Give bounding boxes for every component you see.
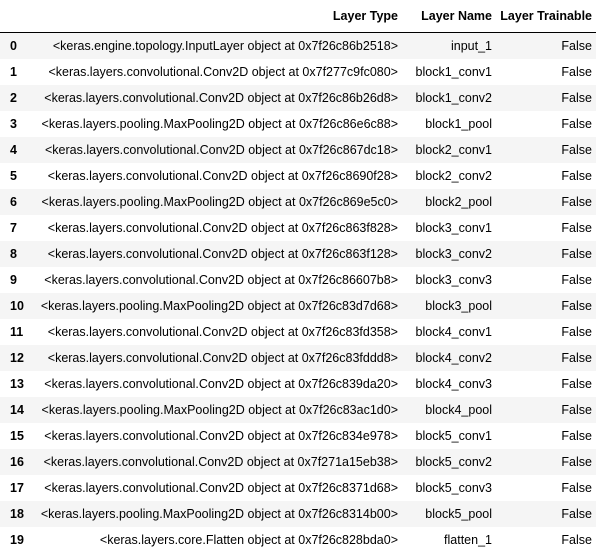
cell-layer-type: <keras.layers.core.Flatten object at 0x7f26c828bda0> bbox=[99, 532, 398, 547]
cell-layer-type: <keras.layers.pooling.MaxPooling2D object at 0x7f26c8314b00> bbox=[40, 506, 398, 521]
cell-layer-name: block4_conv1 bbox=[415, 324, 492, 339]
row-index: 1 bbox=[10, 64, 17, 79]
cell-layer-trainable: False bbox=[561, 38, 592, 53]
cell-layer-type: <keras.layers.convolutional.Conv2D object at 0x7f26c8690f28> bbox=[47, 168, 398, 183]
cell-layer-trainable: False bbox=[561, 246, 592, 261]
table-row bbox=[0, 371, 596, 397]
table-row bbox=[0, 449, 596, 475]
cell-layer-type: <keras.layers.convolutional.Conv2D object at 0x7f26c834e978> bbox=[44, 428, 398, 443]
cell-layer-trainable: False bbox=[561, 194, 592, 209]
cell-layer-trainable: False bbox=[561, 272, 592, 287]
cell-layer-type: <keras.layers.convolutional.Conv2D object at 0x7f26c839da20> bbox=[44, 376, 398, 391]
cell-layer-name: block2_conv1 bbox=[415, 142, 492, 157]
cell-layer-name: block4_conv2 bbox=[415, 350, 492, 365]
cell-layer-trainable: False bbox=[561, 298, 592, 313]
cell-layer-trainable: False bbox=[561, 402, 592, 417]
cell-layer-name: block5_conv1 bbox=[415, 428, 492, 443]
cell-layer-trainable: False bbox=[561, 168, 592, 183]
header-layer-name: Layer Name bbox=[402, 0, 496, 33]
row-index: 13 bbox=[10, 376, 24, 391]
cell-layer-trainable: False bbox=[561, 350, 592, 365]
table-row bbox=[0, 85, 596, 111]
table-body bbox=[0, 33, 596, 547]
cell-layer-trainable: False bbox=[561, 220, 592, 235]
row-index: 5 bbox=[10, 168, 17, 183]
row-index: 7 bbox=[10, 220, 17, 235]
cell-layer-trainable: False bbox=[561, 324, 592, 339]
cell-layer-name: block5_conv2 bbox=[415, 454, 492, 469]
cell-layer-name: block4_pool bbox=[425, 402, 492, 417]
cell-layer-name: block3_pool bbox=[425, 298, 492, 313]
cell-layer-trainable: False bbox=[561, 116, 592, 131]
cell-layer-type: <keras.layers.convolutional.Conv2D object at 0x7f277c9fc080> bbox=[48, 64, 398, 79]
cell-layer-type: <keras.layers.convolutional.Conv2D object at 0x7f26c863f828> bbox=[47, 220, 398, 235]
cell-layer-trainable: False bbox=[561, 428, 592, 443]
cell-layer-name: flatten_1 bbox=[444, 532, 492, 547]
row-index: 4 bbox=[10, 142, 17, 157]
table-row bbox=[0, 501, 596, 527]
table-row bbox=[0, 319, 596, 345]
cell-layer-name: input_1 bbox=[450, 38, 492, 53]
cell-layer-name: block1_pool bbox=[425, 116, 492, 131]
header-layer-type: Layer Type bbox=[34, 0, 402, 33]
row-index: 6 bbox=[10, 194, 17, 209]
cell-layer-name: block3_conv1 bbox=[415, 220, 492, 235]
cell-layer-type: <keras.layers.convolutional.Conv2D object at 0x7f26c863f128> bbox=[47, 246, 398, 261]
cell-layer-name: block3_conv2 bbox=[415, 246, 492, 261]
cell-layer-trainable: False bbox=[561, 454, 592, 469]
cell-layer-name: block1_conv2 bbox=[415, 90, 492, 105]
row-index: 10 bbox=[10, 298, 24, 313]
cell-layer-name: block2_pool bbox=[425, 194, 492, 209]
table-row bbox=[0, 397, 596, 423]
header-row bbox=[0, 0, 596, 33]
table-row bbox=[0, 423, 596, 449]
row-index: 8 bbox=[10, 246, 17, 261]
table-row bbox=[0, 59, 596, 85]
row-index: 11 bbox=[10, 324, 24, 339]
table-header bbox=[0, 0, 596, 33]
cell-layer-type: <keras.layers.convolutional.Conv2D object at 0x7f26c86607b8> bbox=[44, 272, 398, 287]
table-row bbox=[0, 189, 596, 215]
cell-layer-name: block3_conv3 bbox=[415, 272, 492, 287]
table-row bbox=[0, 111, 596, 137]
cell-layer-trainable: False bbox=[561, 532, 592, 547]
row-index: 2 bbox=[10, 90, 17, 105]
cell-layer-trainable: False bbox=[561, 480, 592, 495]
row-index: 3 bbox=[10, 116, 17, 131]
cell-layer-trainable: False bbox=[561, 376, 592, 391]
row-index: 0 bbox=[10, 38, 17, 53]
row-index: 18 bbox=[10, 506, 24, 521]
cell-layer-trainable: False bbox=[561, 64, 592, 79]
cell-layer-type: <keras.layers.convolutional.Conv2D object at 0x7f271a15eb38> bbox=[43, 454, 398, 469]
cell-layer-name: block4_conv3 bbox=[415, 376, 492, 391]
table-row bbox=[0, 267, 596, 293]
table-row bbox=[0, 475, 596, 501]
cell-layer-type: <keras.layers.convolutional.Conv2D object at 0x7f26c867dc18> bbox=[45, 142, 398, 157]
row-index: 16 bbox=[10, 454, 24, 469]
table-row bbox=[0, 163, 596, 189]
table-row bbox=[0, 527, 596, 547]
row-index: 17 bbox=[10, 480, 24, 495]
cell-layer-type: <keras.layers.convolutional.Conv2D object at 0x7f26c86b26d8> bbox=[44, 90, 398, 105]
table-row bbox=[0, 293, 596, 319]
cell-layer-type: <keras.layers.pooling.MaxPooling2D object at 0x7f26c86e6c88> bbox=[41, 116, 398, 131]
row-index: 15 bbox=[10, 428, 24, 443]
cell-layer-trainable: False bbox=[561, 142, 592, 157]
cell-layer-type: <keras.engine.topology.InputLayer object at 0x7f26c86b2518> bbox=[52, 38, 398, 53]
cell-layer-type: <keras.layers.convolutional.Conv2D object at 0x7f26c83fd358> bbox=[47, 324, 398, 339]
cell-layer-name: block1_conv1 bbox=[415, 64, 492, 79]
header-index bbox=[0, 0, 34, 33]
cell-layer-type: <keras.layers.pooling.MaxPooling2D object at 0x7f26c83ac1d0> bbox=[41, 402, 398, 417]
table-row bbox=[0, 241, 596, 267]
table-row bbox=[0, 137, 596, 163]
table-row bbox=[0, 215, 596, 241]
table-row bbox=[0, 345, 596, 371]
cell-layer-trainable: False bbox=[561, 506, 592, 521]
cell-layer-type: <keras.layers.pooling.MaxPooling2D object at 0x7f26c83d7d68> bbox=[40, 298, 398, 313]
cell-layer-name: block2_conv2 bbox=[415, 168, 492, 183]
row-index: 19 bbox=[10, 532, 24, 547]
cell-layer-type: <keras.layers.convolutional.Conv2D object at 0x7f26c83fddd8> bbox=[47, 350, 398, 365]
cell-layer-trainable: False bbox=[561, 90, 592, 105]
cell-layer-name: block5_conv3 bbox=[415, 480, 492, 495]
row-index: 14 bbox=[10, 402, 24, 417]
table-row bbox=[0, 33, 596, 59]
row-index: 9 bbox=[10, 272, 17, 287]
cell-layer-type: <keras.layers.convolutional.Conv2D object at 0x7f26c8371d68> bbox=[44, 480, 398, 495]
header-layer-trainable: Layer Trainable bbox=[496, 0, 596, 33]
cell-layer-name: block5_pool bbox=[425, 506, 492, 521]
row-index: 12 bbox=[10, 350, 24, 365]
cell-layer-type: <keras.layers.pooling.MaxPooling2D object at 0x7f26c869e5c0> bbox=[41, 194, 398, 209]
